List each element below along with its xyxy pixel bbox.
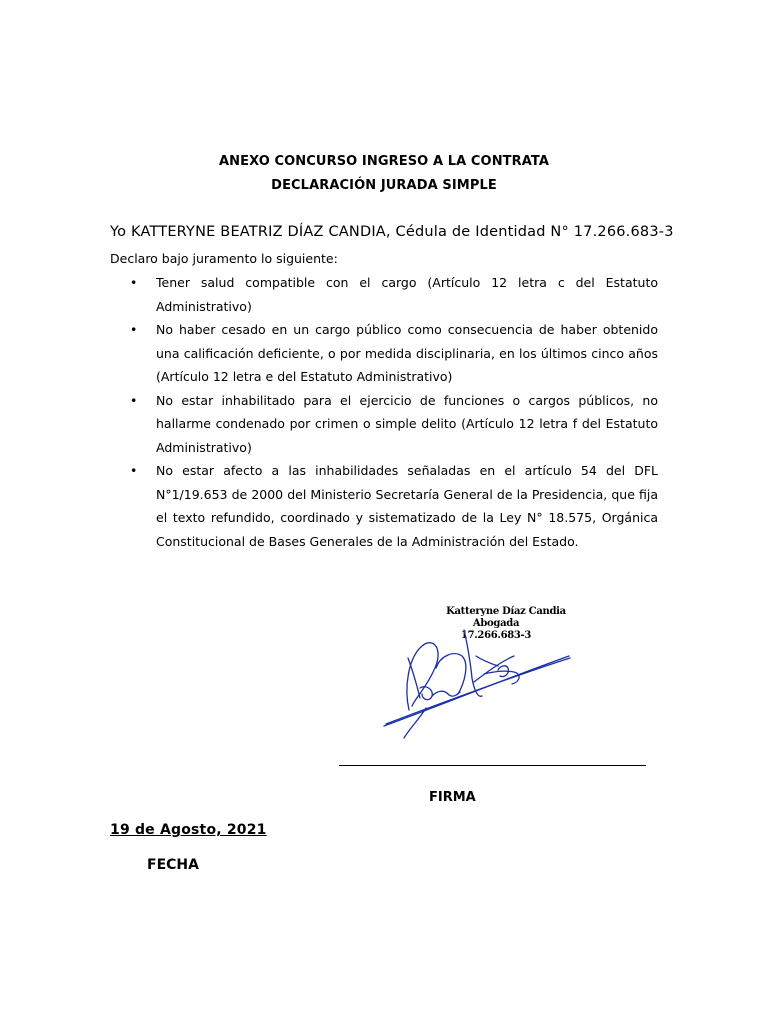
signature-label: FIRMA bbox=[429, 790, 476, 805]
declaration-item-text: No haber cesado en un cargo público como consecuencia de haber obtenido una calificación deficiente, o por medida disciplinaria, en los últimos cinco años (Artículo 12 letra e del Estatuto Administrativo) bbox=[156, 322, 658, 384]
handwritten-signature bbox=[374, 598, 602, 748]
declaration-item-text: Tener salud compatible con el cargo (Artículo 12 letra c del Estatuto Administrativo) bbox=[156, 275, 658, 314]
bullet-icon: • bbox=[130, 392, 138, 408]
declaration-item bbox=[110, 459, 658, 553]
date-label: FECHA bbox=[147, 857, 199, 873]
document-title-line-1: ANEXO CONCURSO INGRESO A LA CONTRATA bbox=[218, 154, 550, 169]
declarant-intro: Yo KATTERYNE BEATRIZ DÍAZ CANDIA, Cédula de Identidad N° 17.266.683-3 bbox=[110, 224, 674, 240]
declaration-lead: Declaro bajo juramento lo siguiente: bbox=[110, 251, 338, 266]
bullet-icon: • bbox=[130, 275, 138, 290]
declaration-item-text: No estar inhabilitado para el ejercicio de funciones o cargos públicos, no hallarme condenado por crimen o simple delito (Artículo 12 letra f del Estatuto Administrativo) bbox=[156, 392, 658, 455]
document-title-line-2: DECLARACIÓN JURADA SIMPLE bbox=[271, 178, 497, 193]
signature-block bbox=[374, 598, 602, 748]
declaration-list bbox=[110, 271, 658, 553]
declaration-item-text: No estar afecto a las inhabilidades señaladas en el artículo 54 del DFL N°1/19.653 de 2000 del Ministerio Secretaría General de la Presidencia, que fija el texto refundido, coordinado y sistematizado de la Ley N° 18.575, Orgánica Constitucional de Bases Generales de la Administración del Estado. bbox=[156, 463, 658, 549]
bullet-icon: • bbox=[130, 463, 138, 478]
stamp-id: 17.266.683-3 bbox=[460, 630, 532, 641]
signature-line bbox=[339, 765, 646, 766]
stamp-name: Katteryne Díaz Candia bbox=[446, 606, 566, 617]
stamp-title: Abogada bbox=[472, 618, 520, 629]
declaration-item bbox=[110, 271, 658, 318]
declaration-item bbox=[110, 389, 658, 460]
bullet-icon: • bbox=[130, 322, 138, 337]
document-date: 19 de Agosto, 2021 bbox=[110, 822, 267, 838]
declaration-item bbox=[110, 318, 658, 389]
